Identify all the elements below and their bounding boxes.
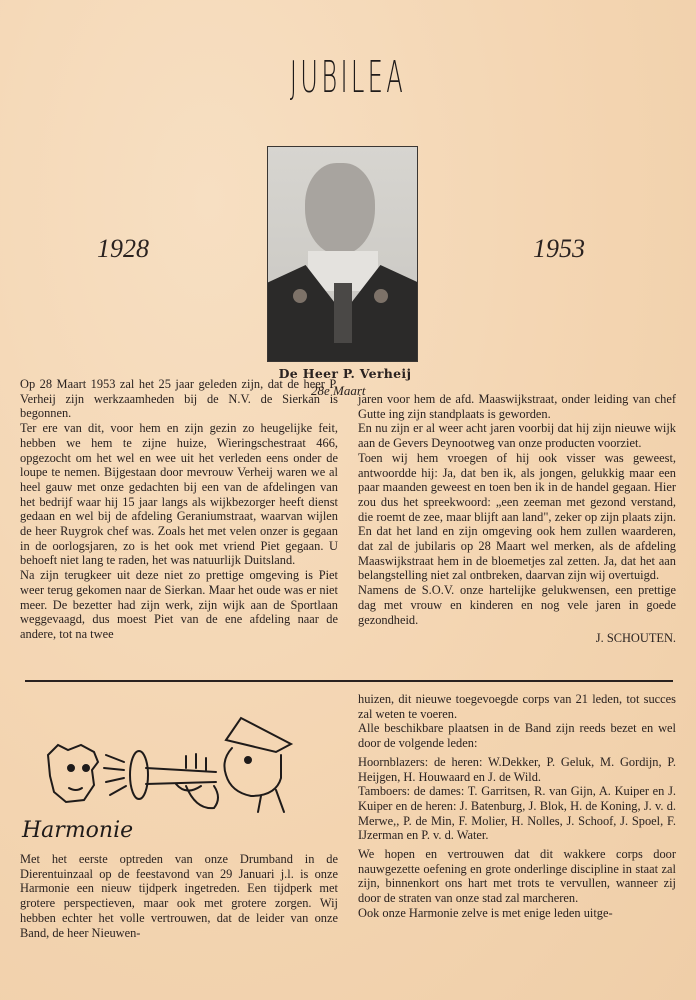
lapel-badge-icon xyxy=(293,289,307,303)
sound-lines-icon xyxy=(104,755,126,795)
section-title-harmonie: Harmonie xyxy=(22,818,134,843)
trumpeter-dog-illustration xyxy=(36,700,296,815)
article-signature: J. SCHOUTEN. xyxy=(595,631,676,646)
end-year: 1953 xyxy=(533,234,585,263)
paragraph: Ook onze Harmonie zelve is met enige leden uitge- xyxy=(358,905,613,920)
paragraph: Op 28 Maart 1953 zal het 25 jaar geleden zijn, dat de heer P. Verheij zijn werkzaamheden bij de N.V. de Sierkan is begonnen. xyxy=(20,377,338,421)
section-divider xyxy=(25,680,673,682)
lapel-badge-icon xyxy=(374,289,388,303)
paragraph: Na zijn terugkeer uit deze niet zo prettige omgeving is Piet weer terug gekomen naar de Sierkan. Maar het oude was er niet meer. De bezetter had zijn werk, zijn wijk aan de Sportlaan weggevaagd, dus moest Piet van de ene afdeling naar de andere, tot na twee xyxy=(20,568,338,641)
article-column-left xyxy=(20,377,338,642)
paragraph: Ter ere van dit, voor hem en zijn gezin zo heugelijke feit, hebben we hem te zijne huize, Wieringschestraat 466, opgezocht om het wel en wee uit het verleden eens onder de loupe te nemen. Bijgestaan door mevrouw Verheij waren we al heel gauw met onze gedachten bij een van de afdelingen van het bedrijf waar hij 15 jaar langs als wijkbezorger heeft dienst gedaan en wel bij de afdeling Geraniumstraat, waarvan wijlen de heer Ruygrok chef was. Zoals het met velen onzer is gegaan in de oorlogsjaren, zo is het ook met vriend Piet gegaan. U behoeft niet lang te raden, het was natuurlijk Duitsland. xyxy=(20,421,338,568)
paragraph-members-horns: Hoornblazers: de heren: W.Dekker, P. Geluk, M. Gordijn, P. Heijgen, H. Houwaard en J. de Wild. xyxy=(358,754,676,784)
portrait-tie xyxy=(334,283,352,343)
paragraph: Met het eerste optreden van onze Drumband in de Dierentuinzaal op de feestavond van 29 Januari j.l. is onze Harmonie een nieuw tijdperk ingetreden. Een tijdperk met grotere perspectieven, maar ook met grotere zorgen. Wij hebben echter het volle vertrouwen, dat de leider van onze Band, de heer Nieuwen- xyxy=(20,852,338,940)
harmonie-column-left xyxy=(20,852,338,940)
portrait-caption-name: De Heer P. Verheij xyxy=(278,366,412,381)
paragraph: We hopen en vertrouwen dat dit wakkere corps door nauwgezette oefening en grote onderlinge discipline in staat zal zijn, binnenkort ons hart met trots te vervullen, wanneer zij door de straten van onze stad zal marcheren. xyxy=(358,847,676,906)
portrait-photo xyxy=(267,146,418,362)
paragraph: huizen, dit nieuwe toegevoegde corps van 21 leden, tot succes zal weten te voeren. xyxy=(358,692,676,721)
paragraph: jaren voor hem de afd. Maaswijkstraat, onder leiding van chef Gutte ing zijn standplaats is geworden. xyxy=(358,392,676,421)
paragraph: En nu zijn er al weer acht jaren voorbij dat hij zijn nieuwe wijk aan de Gevers Deynootweg van onze producten voorziet. xyxy=(358,421,676,451)
portrait-head xyxy=(305,163,375,255)
trumpet-icon xyxy=(130,751,216,799)
paragraph-members-drums: Tamboers: de dames: T. Garritsen, R. van Gijn, A. Kuiper en J. Kuiper en de heren: J. Batenburg, J. Blok, H. de Koning, J. v. d. Merwe,, P. de Min, F. Molier, H. Nolles, J. Schoof, J. Spoel, F. IJzerman en P. v. d. Water. xyxy=(358,784,676,843)
start-year: 1928 xyxy=(97,234,149,263)
article-column-right xyxy=(358,392,676,646)
harmonie-column-right xyxy=(358,692,676,921)
paragraph: Toen wij hem vroegen of hij ook visser was geweest, antwoordde hij: Ja, dat ben ik, als jongen, gelukkig maar een paar maanden geweest en toen ben ik in de handel gegaan. Hier zou dus het spreekwoord: „een zeeman met gezond verstand, die roemt de zee, maar blijft aan land", zeker op zijn plaats zijn. En dat het land en zijn omgeving ook hem zullen waarderen, dat zal de jubilaris op 28 Maart wel merken, als de afdeling Maaswijkstraat hem in de bloemetjes zal zetten. Ja, dat het aan belangstelling niet zal ontbreken, daarvan zijn wij overtuigd. xyxy=(358,450,676,583)
paragraph: Alle beschikbare plaatsen in de Band zijn reeds bezet en wel door de volgende leden: xyxy=(358,721,676,751)
dog-head-icon xyxy=(48,745,98,802)
portrait-caption-date: 28e Maart xyxy=(311,383,366,398)
masthead-title: JUBILEA xyxy=(289,52,407,103)
paragraph: Namens de S.O.V. onze hartelijke gelukwensen, een prettige dag met vrouw en kinderen en nog vele jaren in goede gezondheid. xyxy=(358,583,676,627)
trumpeter-head-icon xyxy=(224,718,291,812)
